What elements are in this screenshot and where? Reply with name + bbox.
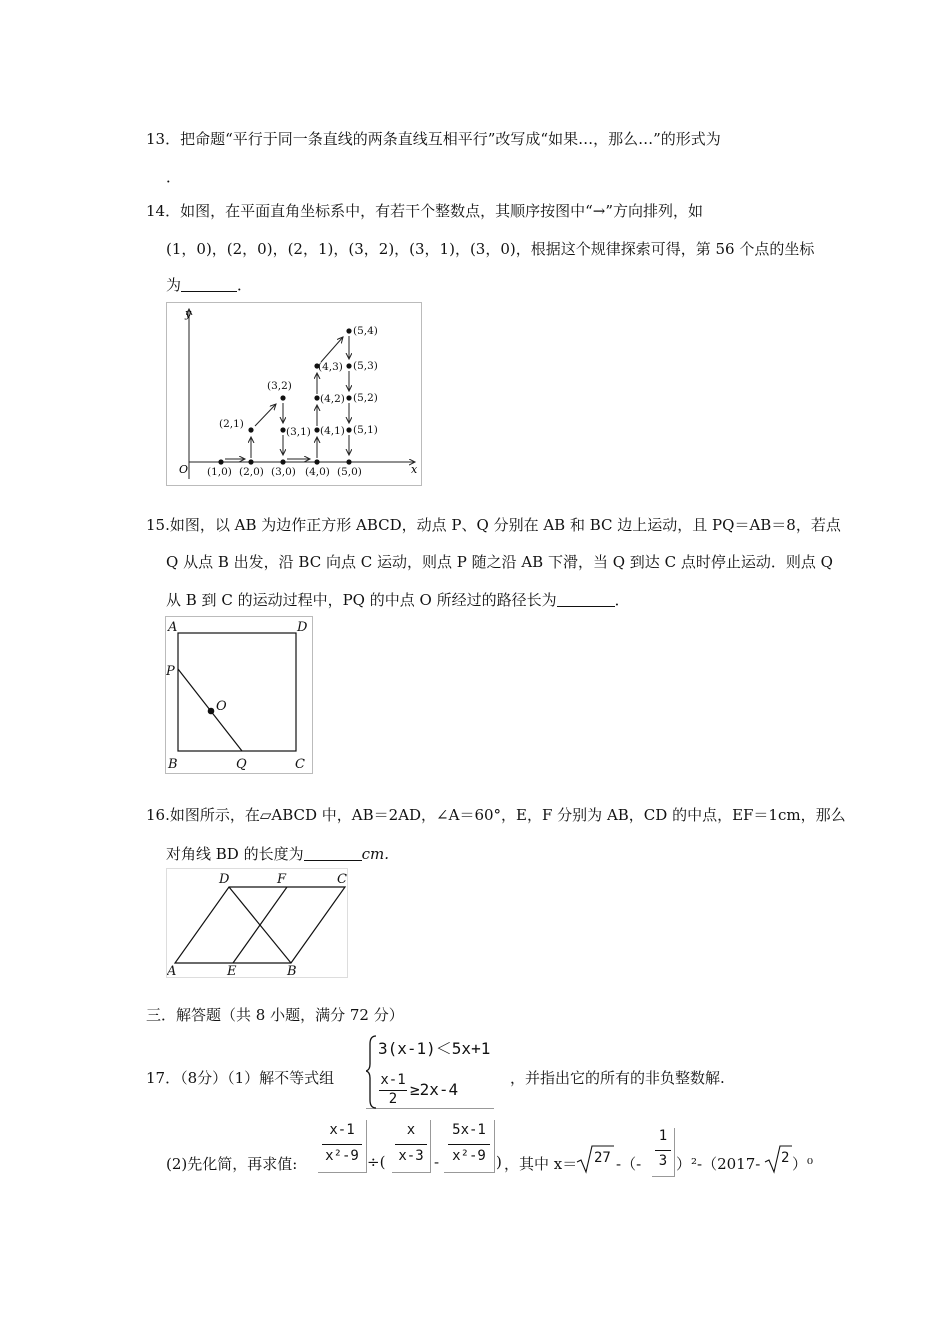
label-p: P [166,664,175,679]
q16-figure [166,868,348,978]
close-paren: ) [496,1153,502,1171]
label-2-0: (2,0) [239,466,264,478]
inequality-1: 3(x-1)＜5x+1 [378,1039,491,1058]
label-3-0: (3,0) [271,466,296,478]
point-2-0 [248,459,253,464]
q14-coordinate-graph [167,303,421,485]
origin-label: O [179,463,189,476]
q16-text1: 如图所示，在▱ABCD 中，AB＝2AD，∠A＝60°，E，F 分别为 AB，CD 的中点，EF＝1cm，那么 [169,806,846,824]
division-open-paren: ÷( [367,1153,386,1171]
q17-part1-pre: （1）解不等式组 [227,1069,335,1087]
point-5-2 [346,395,351,400]
where-text: ，其中 x＝ [504,1155,578,1173]
fraction-3 [444,1120,495,1173]
label-a: A [167,964,177,977]
q17-number: 17． [146,1069,181,1087]
q17-inequality-system [366,1032,494,1109]
point-5-1 [346,427,351,432]
label-d: D [297,620,308,635]
label-3-1: (3,1) [286,426,311,438]
inequality-2-numerator: x-1 [380,1072,406,1088]
q15-line3 [166,589,630,610]
fraction-2-bar [395,1144,427,1145]
label-o: O [216,699,227,714]
point-4-2 [314,395,319,400]
label-3-2: (3,2) [267,380,292,392]
q15-number: 15. [146,516,170,534]
q14-line3 [166,274,252,295]
point-5-0 [346,459,351,464]
q15-figure [165,616,313,774]
q16-number: 16. [146,806,170,824]
fraction-1-denominator: x²-9 [325,1148,359,1164]
q15-line1 [146,514,841,535]
label-5-2: (5,2) [353,392,378,404]
one-third-numerator: 1 [658,1128,668,1144]
q14-line1 [146,200,703,221]
label-4-2: (4,2) [320,393,345,405]
one-third-bar [655,1150,671,1151]
point-1-0 [218,459,223,464]
q17-line1 [146,1067,334,1088]
point-3-1 [280,427,285,432]
label-b: B [168,757,178,772]
label-c: C [337,872,347,887]
label-4-0: (4,0) [305,466,330,478]
fraction-one-third [652,1128,675,1177]
fraction-1-numerator: x-1 [329,1122,355,1138]
q14-figure [166,302,422,486]
point-3-0 [280,459,285,464]
q14-text1: 如图，在平面直角坐标系中，有若干个整数点，其顺序按图中“→”方向排列，如 [180,202,704,220]
sqrt-27-radicand: 27 [594,1150,611,1166]
fraction-2-numerator: x [406,1122,416,1138]
fraction-2-denominator: x-3 [398,1148,424,1164]
q15-square-diagram [166,617,312,773]
q16-line1 [146,804,846,825]
point-4-0 [314,459,319,464]
sqrt-2-radicand: 2 [781,1150,790,1166]
q17-part1-post: ，并指出它的所有的非负整数解. [510,1069,725,1087]
power-paren-text: ）²-（2017- [676,1155,761,1173]
section3-title: 三．解答题（共 8 小题，满分 72 分） [146,1006,404,1024]
label-5-1: (5,1) [353,424,378,436]
x-axis-label: x [411,463,418,476]
q16-line2-post: cm. [361,845,389,863]
point-3-2 [280,395,285,400]
midpoint-o [208,708,215,715]
label-e: E [227,964,237,977]
fraction-3-numerator: 5x-1 [452,1122,486,1138]
q14-number: 14． [146,202,181,220]
sqrt-2 [764,1144,792,1174]
inequality-2-rest: ≥2x-4 [410,1080,459,1099]
fraction-2 [392,1120,431,1173]
q14-answer-blank [181,277,237,292]
fraction-1 [318,1120,367,1173]
point-2-1 [248,427,253,432]
fraction-3-bar [448,1144,490,1145]
label-4-1: (4,1) [320,425,345,437]
label-d: D [219,872,230,887]
label-5-0: (5,0) [337,466,362,478]
q13-tail: ． [166,168,182,186]
q13-line1 [146,128,721,149]
one-third-denominator: 3 [658,1153,668,1169]
label-a: A [168,620,178,635]
point-5-3 [346,363,351,368]
q17-score: （8分） [180,1069,228,1087]
label-4-3: (4,3) [318,361,343,373]
label-5-4: (5,4) [353,325,378,337]
label-q: Q [236,757,247,772]
q16-line2 [166,843,389,864]
label-5-3: (5,3) [353,360,378,372]
y-axis-label: y [185,307,192,320]
point-5-4 [346,328,351,333]
label-b: B [287,964,297,977]
zero-power-text: ）⁰ [792,1155,814,1173]
q14-line3-post: ． [237,276,253,294]
q17-part2-pre: (2)先化简，再求值: [166,1155,298,1173]
q13-text: 把命题“平行于同一条直线的两条直线互相平行”改写成“如果…，那么…”的形式为 [180,130,721,148]
fraction-3-denominator: x²-9 [452,1148,486,1164]
q16-answer-blank [304,846,362,861]
q15-answer-blank [557,592,615,607]
q16-parallelogram-diagram [167,869,347,977]
label-2-1: (2,1) [219,418,244,430]
q13-number: 13． [146,130,181,148]
sqrt-27 [576,1144,614,1174]
q15-line3-pre: 从 B 到 C 的运动过程中，PQ 的中点 O 所经过的路径长为 [166,591,557,609]
q15-line3-post: ． [614,591,630,609]
q14-line2: (1，0)，(2，0)，(2，1)，(3，2)，(3，1)，(3，0)，根据这个规律探索可得，第 56 个点的坐标 [166,240,815,258]
q15-line2: Q 从点 B 出发，沿 BC 向点 C 运动，则点 P 随之沿 AB 下滑，当 Q 到达 C 点时停止运动．则点 Q [166,553,833,571]
point-4-1 [314,427,319,432]
segment-ef [233,887,287,963]
q15-text1: 如图，以 AB 为边作正方形 ABCD，动点 P、Q 分别在 AB 和 BC 边上运动，且 PQ＝AB＝8，若点 [169,516,841,534]
q16-line2-pre: 对角线 BD 的长度为 [166,845,304,863]
minus-sign: - [434,1153,440,1171]
label-c: C [295,757,305,772]
fraction-1-bar [322,1144,362,1145]
minus-paren-text: -（- [616,1155,642,1173]
label-1-0: (1,0) [207,466,232,478]
q14-line3-pre: 为 [166,276,182,294]
inequality-2-denominator: 2 [388,1091,398,1107]
label-f: F [277,872,287,887]
